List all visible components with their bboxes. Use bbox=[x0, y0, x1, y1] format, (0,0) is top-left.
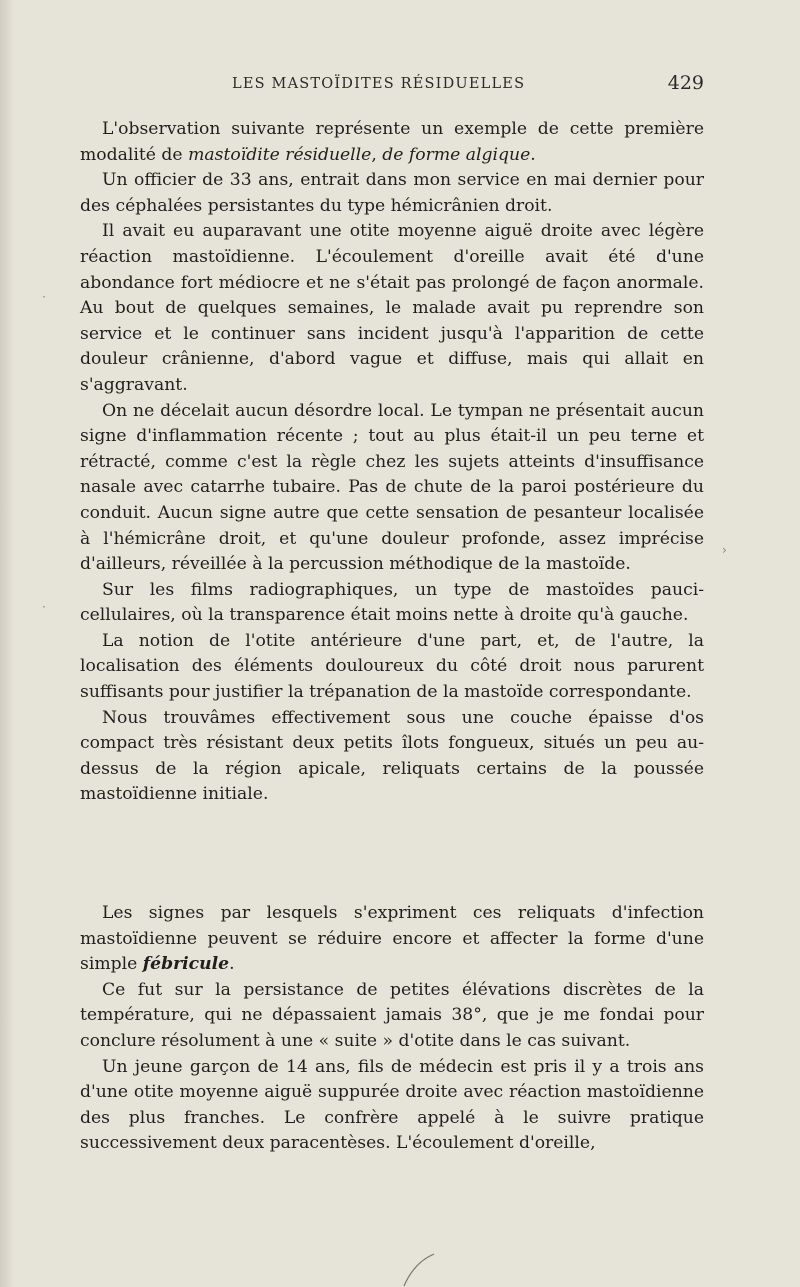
page-number: 429 bbox=[667, 72, 704, 94]
text-span: L'observation suivante représente un exemple de cette première modalité de bbox=[80, 119, 704, 165]
italic-term: mastoïdite résiduelle bbox=[188, 144, 372, 165]
text-span: . bbox=[229, 954, 235, 975]
paragraph bbox=[80, 901, 704, 978]
pencil-stroke bbox=[398, 1252, 438, 1287]
text-span: . bbox=[530, 144, 536, 165]
paragraph: Ce fut sur la persistance de petites élévations discrètes de la température, qui ne dépassaient jamais 38°, que je me fondai pour conclure résolument à une « suite » d'otite dans le cas suivant. bbox=[80, 979, 704, 1051]
paragraph: Un jeune garçon de 14 ans, fils de médecin est pris il y a trois ans d'une otite moyenne aiguë suppurée droite avec réaction mastoïdienne des plus franches. Le confrère appelé à le suivre pratique successivement deux paracentèses. L'écoulement d'oreille, bbox=[80, 1056, 704, 1154]
margin-speck: › bbox=[722, 543, 727, 557]
text-block-2 bbox=[80, 901, 704, 1157]
paragraph: Sur les films radiographiques, un type de mastoïdes pauci-cellulaires, où la transparence était moins nette à droite qu'à gauche. bbox=[80, 579, 704, 626]
margin-speck: · bbox=[42, 600, 46, 614]
paragraph: Nous trouvâmes effectivement sous une couche épaisse d'os compact très résistant deux petits îlots fongueux, situés un peu au-dessus de la région apicale, reliquats certains de la poussée mastoïdienne initiale. bbox=[80, 707, 704, 805]
page-header bbox=[80, 72, 704, 100]
text-span: Les signes par lesquels s'expriment ces reliquats d'infection mastoïdienne peuvent se réduire encore et affecter la forme d'une simple bbox=[80, 903, 704, 975]
running-title: LES MASTOÏDITES RÉSIDUELLES bbox=[232, 76, 526, 92]
paragraph: La notion de l'otite antérieure d'une part, et, de l'autre, la localisation des éléments douloureux du côté droit nous parurent suffisants pour justifier la trépanation de la mastoïde correspondante. bbox=[80, 630, 704, 703]
text-span: , bbox=[371, 144, 383, 165]
text-block-1 bbox=[80, 117, 704, 808]
margin-speck: · bbox=[42, 290, 46, 304]
paragraph: On ne décelait aucun désordre local. Le tympan ne présentait aucun signe d'inflammation récente ; tout au plus était-il un peu terne et rétracté, comme c'est la règle chez les sujets atteints d'insuffisance nasale avec catarrhe tubaire. Pas de chute de la paroi postérieure du conduit. Aucun signe autre que cette sensation de pesanteur localisée à l'hémicrâne droit, et qu'une douleur profonde, assez imprécise d'ailleurs, réveillée à la percussion méthodique de la mastoïde. bbox=[80, 400, 704, 575]
italic-term: fébricule bbox=[142, 954, 230, 975]
paragraph: Il avait eu auparavant une otite moyenne aiguë droite avec légère réaction mastoïdienne. L'écoulement d'oreille avait été d'une abondance fort médiocre et ne s'était pas prolongé de façon anormale. Au bout de quelques semaines, le malade avait pu reprendre son service et le continuer sans incident jusqu'à l'apparition de cette douleur crânienne, d'abord vague et diffuse, mais qui allait en s'aggravant. bbox=[80, 221, 704, 395]
paragraph: Un officier de 33 ans, entrait dans mon service en mai dernier pour des céphalées persistantes du type hémicrânien droit. bbox=[80, 170, 704, 216]
page-gutter-shadow bbox=[0, 0, 14, 1287]
italic-term: de forme algique bbox=[382, 144, 531, 165]
paragraph bbox=[80, 117, 704, 168]
